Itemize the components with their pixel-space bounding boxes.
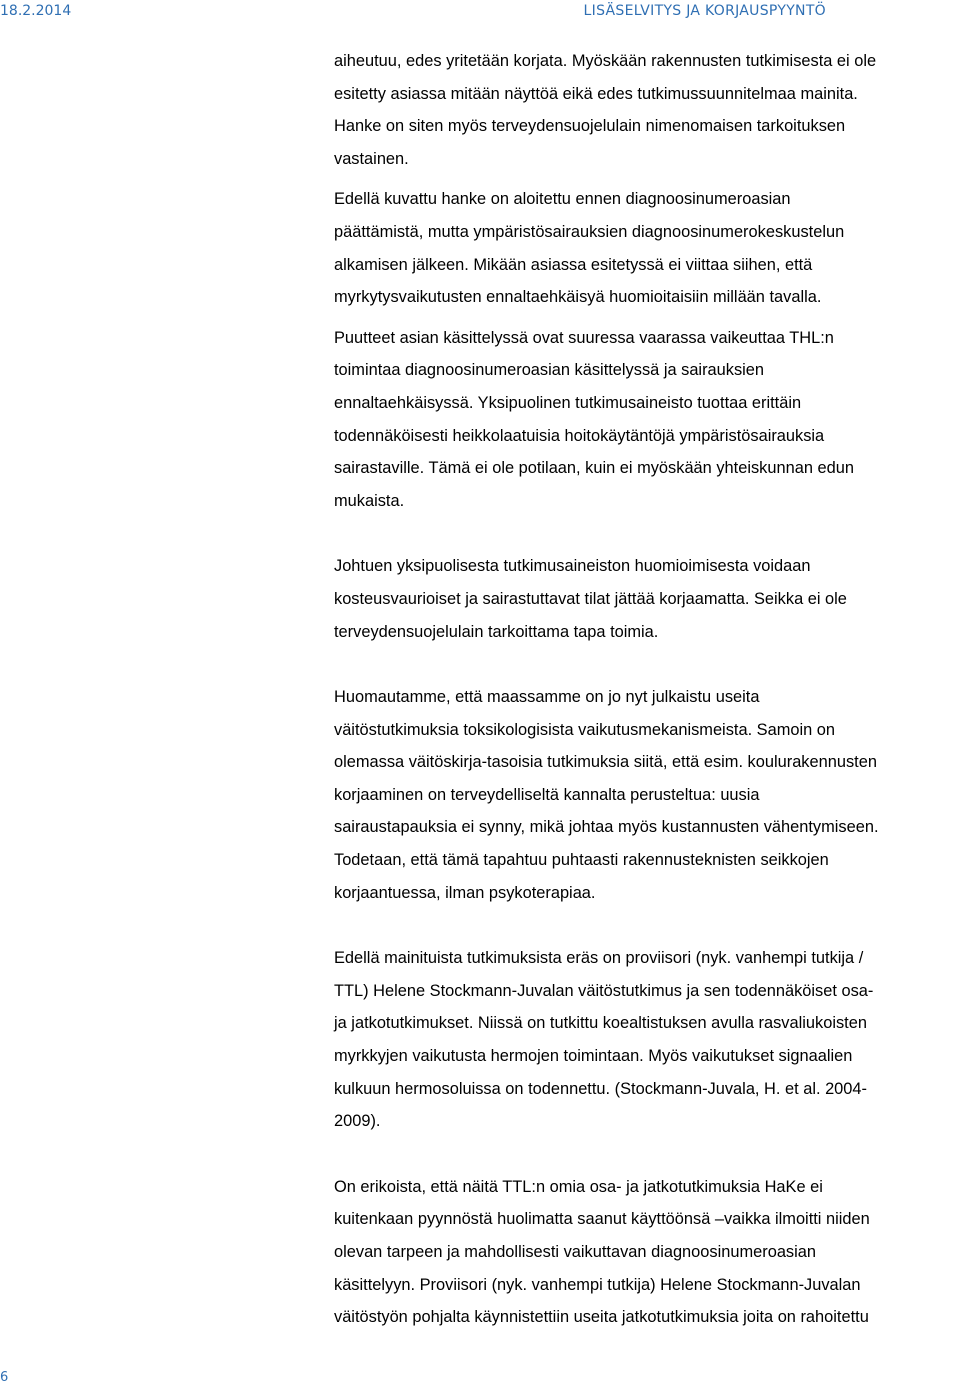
document-body: [334, 45, 960, 1334]
text-line: mukaista.: [334, 491, 405, 510]
text-line: kulkuun hermosoluissa on todennettu. (Stockmann-Juvala, H. et al. 2004-: [334, 1079, 867, 1098]
text-line: aiheutuu, edes yritetään korjata. Myöskään rakennusten tutkimisesta ei ole: [334, 52, 877, 70]
paragraph: [334, 942, 960, 1138]
text-line: sairaustapauksia ei synny, mikä johtaa myös kustannusten vähentymiseen.: [334, 818, 879, 837]
paragraph: [334, 550, 960, 648]
paragraph: [334, 45, 960, 175]
paragraph: [334, 183, 960, 313]
text-line: väitöstutkimuksia toksikologisista vaikutusmekanismeista. Samoin on: [334, 720, 836, 739]
text-line: Todetaan, että tämä tapahtuu puhtaasti rakennusteknisten seikkojen: [334, 851, 829, 870]
text-line: myrkytysvaikutusten ennaltaehkäisyä huomioitaisiin millään tavalla.: [334, 288, 822, 307]
text-line: terveydensuojelulain tarkoittama tapa toimia.: [334, 622, 659, 641]
text-line: 2009).: [334, 1112, 381, 1131]
text-line: todennäköisesti heikkolaatuisia hoitokäytäntöjä ympäristösairauksia: [334, 426, 825, 445]
paragraph: [334, 1171, 960, 1334]
text-line: vastainen.: [334, 149, 409, 168]
text-line: ja jatkotutkimukset. Niissä on tutkittu koealtistuksen avulla rasvaliukoisten: [334, 1014, 867, 1033]
text-line: olemassa väitöskirja-tasoisia tutkimuksia siitä, että esim. koulurakennusten: [334, 753, 877, 772]
text-line: Hanke on siten myös terveydensuojelulain nimenomaisen tarkoituksen: [334, 117, 846, 136]
text-line: toimintaa diagnoosinumeroasian käsittelyssä ja sairauksien: [334, 361, 765, 380]
header-title: LISÄSELVITYS JA KORJAUSPYYNTÖ: [583, 3, 826, 19]
text-line: Edellä mainituista tutkimuksista eräs on proviisori (nyk. vanhempi tutkija /: [334, 949, 864, 968]
text-line: TTL) Helene Stockmann-Juvalan väitöstutkimus ja sen todennäköiset osa-: [334, 981, 874, 1000]
text-line: ennaltaehkäisyssä. Yksipuolinen tutkimusaineisto tuottaa erittäin: [334, 393, 802, 412]
text-line: sairastaville. Tämä ei ole potilaan, kuin ei myöskään yhteiskunnan edun: [334, 459, 854, 478]
text-line: alkamisen jälkeen. Mikään asiassa esitetyssä ei viittaa siihen, että: [334, 255, 813, 274]
text-line: korjaantuessa, ilman psykoterapiaa.: [334, 883, 596, 902]
text-line: On erikoista, että näitä TTL:n omia osa- ja jatkotutkimuksia HaKe ei: [334, 1177, 823, 1196]
page-header: [0, 0, 960, 22]
text-line: Puutteet asian käsittelyssä ovat suuressa vaarassa vaikeuttaa THL:n: [334, 328, 834, 347]
text-line: Johtuen yksipuolisesta tutkimusaineiston huomioimisesta voidaan: [334, 557, 811, 576]
text-line: käsittelyyn. Proviisori (nyk. vanhempi tutkija) Helene Stockmann-Juvalan: [334, 1275, 861, 1294]
text-line: väitöstyön pohjalta käynnistettiin useita jatkotutkimuksia joita on rahoitettu: [334, 1308, 869, 1327]
text-line: kosteusvaurioiset ja sairastuttavat tilat jättää korjaamatta. Seikka ei ole: [334, 589, 847, 608]
text-line: korjaaminen on terveydelliseltä kannalta perusteltua: uusia: [334, 785, 760, 804]
page-number: 6: [0, 1370, 9, 1385]
text-line: olevan tarpeen ja mahdollisesti vaikuttavan diagnoosinumeroasian: [334, 1243, 817, 1261]
text-line: päättämistä, mutta ympäristösairauksien diagnoosinumerokeskustelun: [334, 222, 845, 241]
paragraph: [334, 681, 960, 909]
text-line: Huomautamme, että maassamme on jo nyt julkaistu useita: [334, 688, 760, 707]
text-line: esitetty asiassa mitään näyttöä eikä edes tutkimussuunnitelmaa mainita.: [334, 84, 858, 103]
header-date: 18.2.2014: [0, 3, 72, 19]
text-line: Edellä kuvattu hanke on aloitettu ennen diagnoosinumeroasian: [334, 190, 791, 209]
text-line: myrkkyjen vaikutusta hermojen toimintaan. Myös vaikutukset signaalien: [334, 1047, 853, 1066]
paragraph: [334, 322, 960, 518]
text-line: kuitenkaan pyynnöstä huolimatta saanut käyttöönsä –vaikka ilmoitti niiden: [334, 1210, 870, 1229]
